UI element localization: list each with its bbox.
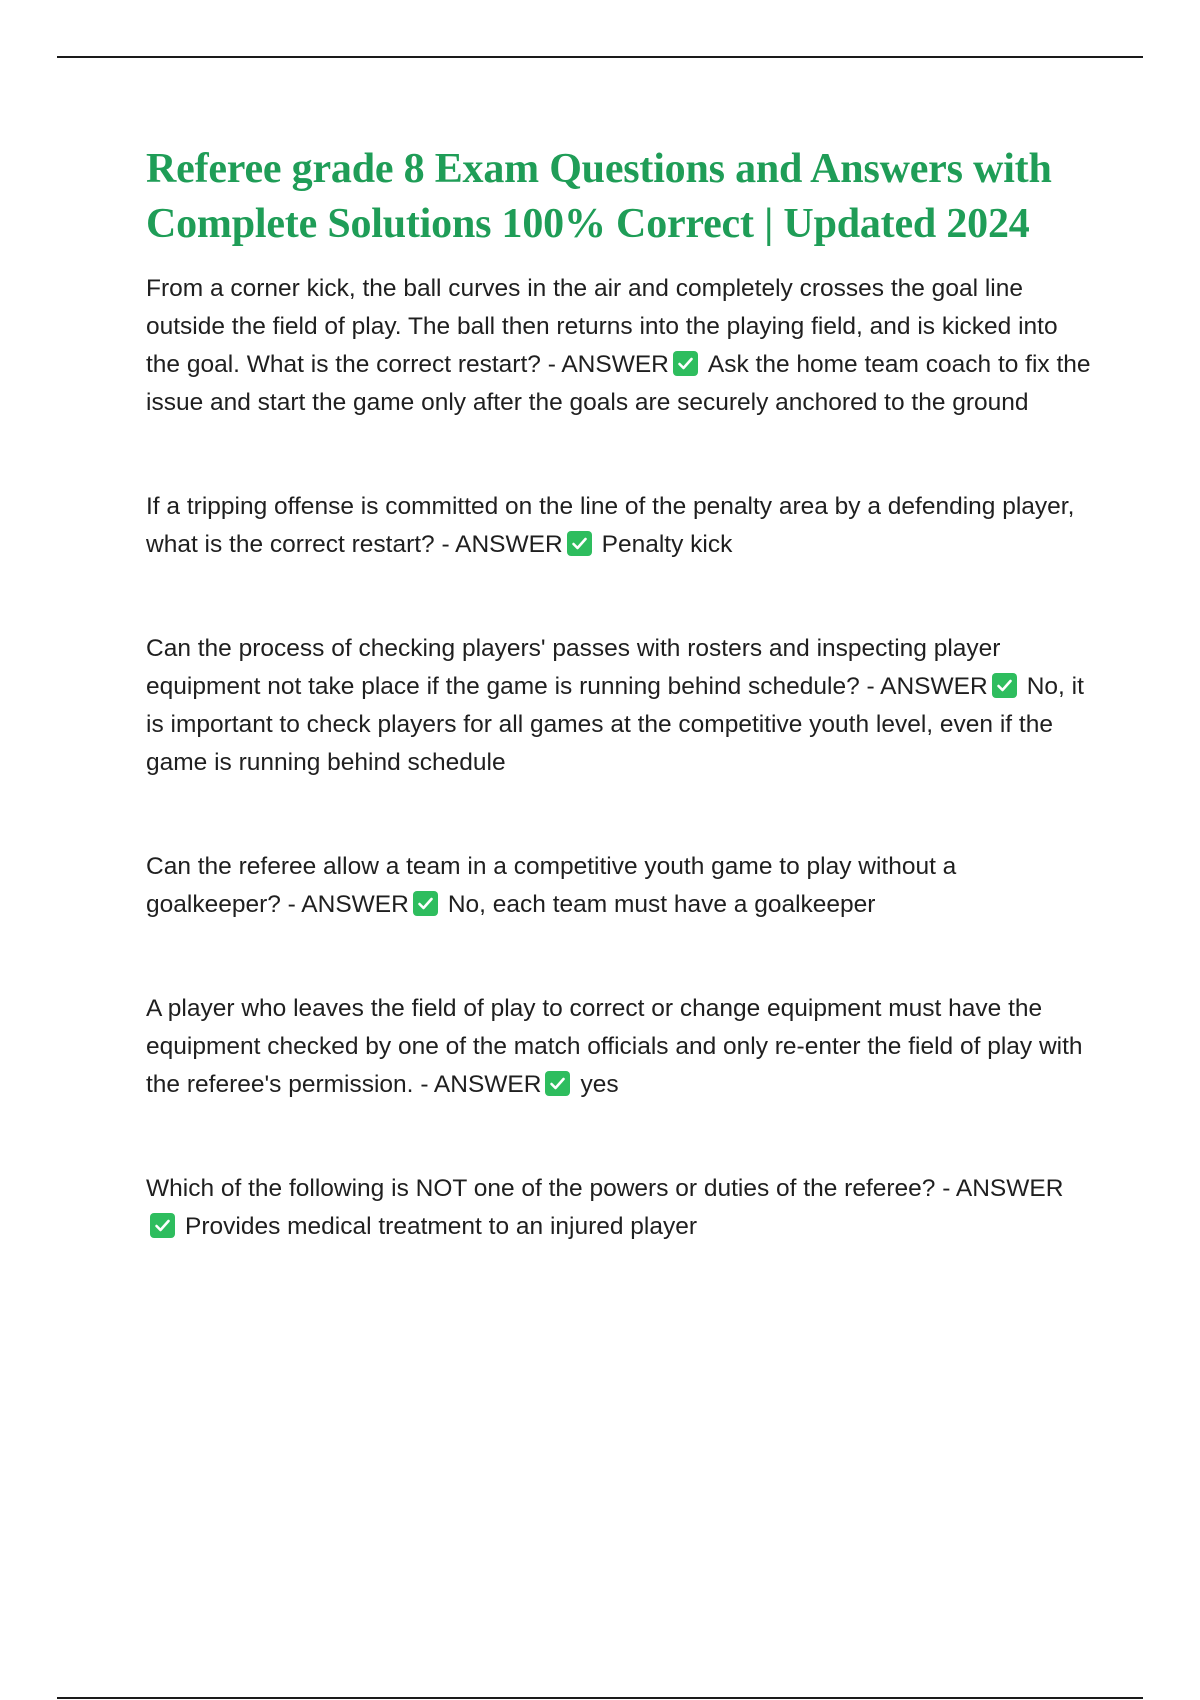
green-checkmark-icon (567, 531, 592, 556)
answer-text: Provides medical treatment to an injured player (185, 1213, 698, 1240)
qa-item (146, 1170, 1096, 1246)
qa-item (146, 990, 1096, 1104)
answer-text: No, it is important to check players for all games at the competitive youth level, even if the game is running behind schedule (146, 673, 1084, 776)
bottom-rule (57, 1697, 1143, 1699)
question-text: If a tripping offense is committed on the line of the penalty area by a defending player, what is the correct restart? (146, 493, 1075, 558)
question-text: Can the process of checking players' passes with rosters and inspecting player equipment not take place if the game is running behind schedule? (146, 635, 1001, 700)
answer-text: Ask the home team coach to fix the issue and start the game only after the goals are securely anchored to the ground (146, 351, 1091, 416)
answer-text: Penalty kick (601, 531, 733, 558)
qa-list (146, 270, 1096, 1246)
answer-label: - ANSWER (287, 891, 409, 918)
green-checkmark-icon (150, 1213, 175, 1238)
qa-item (146, 270, 1096, 422)
question-text: Which of the following is NOT one of the powers or duties of the referee? (146, 1175, 936, 1202)
answer-label: - ANSWER (866, 673, 988, 700)
qa-item (146, 630, 1096, 782)
qa-item (146, 848, 1096, 924)
green-checkmark-icon (992, 673, 1017, 698)
green-checkmark-icon (545, 1071, 570, 1096)
green-checkmark-icon (673, 351, 698, 376)
qa-item (146, 488, 1096, 564)
answer-label: - ANSWER (942, 1175, 1064, 1202)
green-checkmark-icon (413, 891, 438, 916)
answer-text: yes (580, 1071, 619, 1098)
answer-label: - ANSWER (420, 1071, 542, 1098)
answer-label: - ANSWER (547, 351, 669, 378)
question-text: A player who leaves the field of play to correct or change equipment must have the equipment checked by one of the match officials and only re-enter the field of play with the referee's permission. (146, 995, 1083, 1098)
question-text: From a corner kick, the ball curves in the air and completely crosses the goal line outside the field of play. The ball then returns into the playing field, and is kicked into the goal. What is the correct restart? (146, 275, 1058, 378)
answer-label: - ANSWER (441, 531, 563, 558)
page-title: Referee grade 8 Exam Questions and Answers with Complete Solutions 100% Correct | Updated 2024 (146, 146, 1052, 247)
answer-text: No, each team must have a goalkeeper (447, 891, 876, 918)
document-body (146, 142, 1096, 1312)
question-text: Can the referee allow a team in a competitive youth game to play without a goalkeeper? (146, 853, 957, 918)
top-rule (57, 56, 1143, 58)
